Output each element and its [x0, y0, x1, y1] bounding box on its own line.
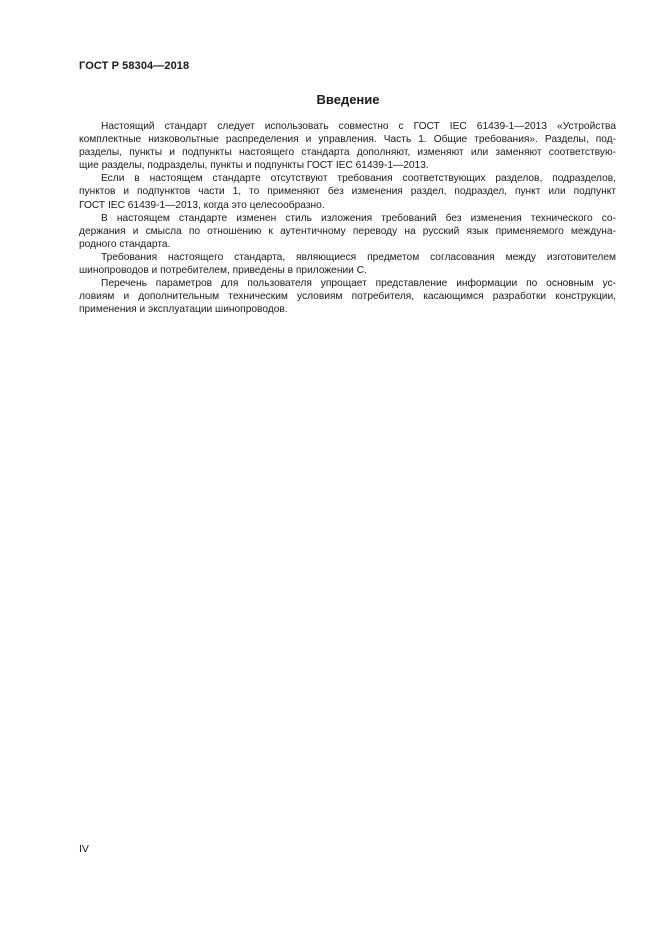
- text-line: Перечень параметров для пользователя упрощает представление информации по основным ус-: [101, 278, 616, 290]
- text-line: применения и эксплуатации шинопроводов.: [79, 304, 288, 316]
- text-line: ловиям и дополнительным техническим условиям потребителя, касающимся разработки конструкции,: [79, 291, 616, 303]
- text-line: комплектные низковольтные распределения и управления. Часть 1. Общие требования». Разделы, под-: [79, 134, 616, 146]
- text-line: Требования настоящего стандарта, являющиеся предметом согласования между изготовителем: [101, 251, 616, 263]
- text-line: ГОСТ IEC 61439-1—2013, когда это целесообразно.: [79, 199, 325, 211]
- text-line: держания и смысла по отношению к аутентичному переводу на русский язык применяемого междуна-: [79, 225, 616, 237]
- text-line: щие разделы, подразделы, пункты и подпункты ГОСТ IEC 61439-1—2013.: [79, 160, 429, 172]
- text-line: шинопроводов и потребителем, приведены в приложении С.: [79, 265, 367, 277]
- paragraph-1: [79, 120, 616, 172]
- text-line: родного стандарта.: [79, 238, 171, 250]
- document-designation: ГОСТ Р 58304—2018: [79, 60, 190, 72]
- text-line: пунктов и подпунктов части 1, то применяют без изменения раздел, подраздел, пункт или подпункт: [79, 186, 616, 198]
- section-title: Введение: [316, 92, 380, 107]
- body-text: [79, 120, 616, 316]
- paragraph-4: [79, 251, 616, 277]
- page-number: IV: [79, 843, 89, 855]
- text-line: Настоящий стандарт следует использовать совместно с ГОСТ IEC 61439-1—2013 «Устройства: [101, 121, 616, 132]
- text-line: В настоящем стандарте изменен стиль изложения требований без изменения технического со-: [101, 212, 616, 224]
- text-line: Если в настоящем стандарте отсутствуют требования соответствующих разделов, подразделов,: [101, 173, 616, 185]
- paragraph-5: [79, 277, 616, 316]
- paragraph-3: [79, 212, 616, 251]
- paragraph-2: [79, 172, 616, 211]
- text-line: разделы, пункты и подпункты настоящего стандарта дополняют, изменяют или заменяют соответствую-: [79, 147, 616, 159]
